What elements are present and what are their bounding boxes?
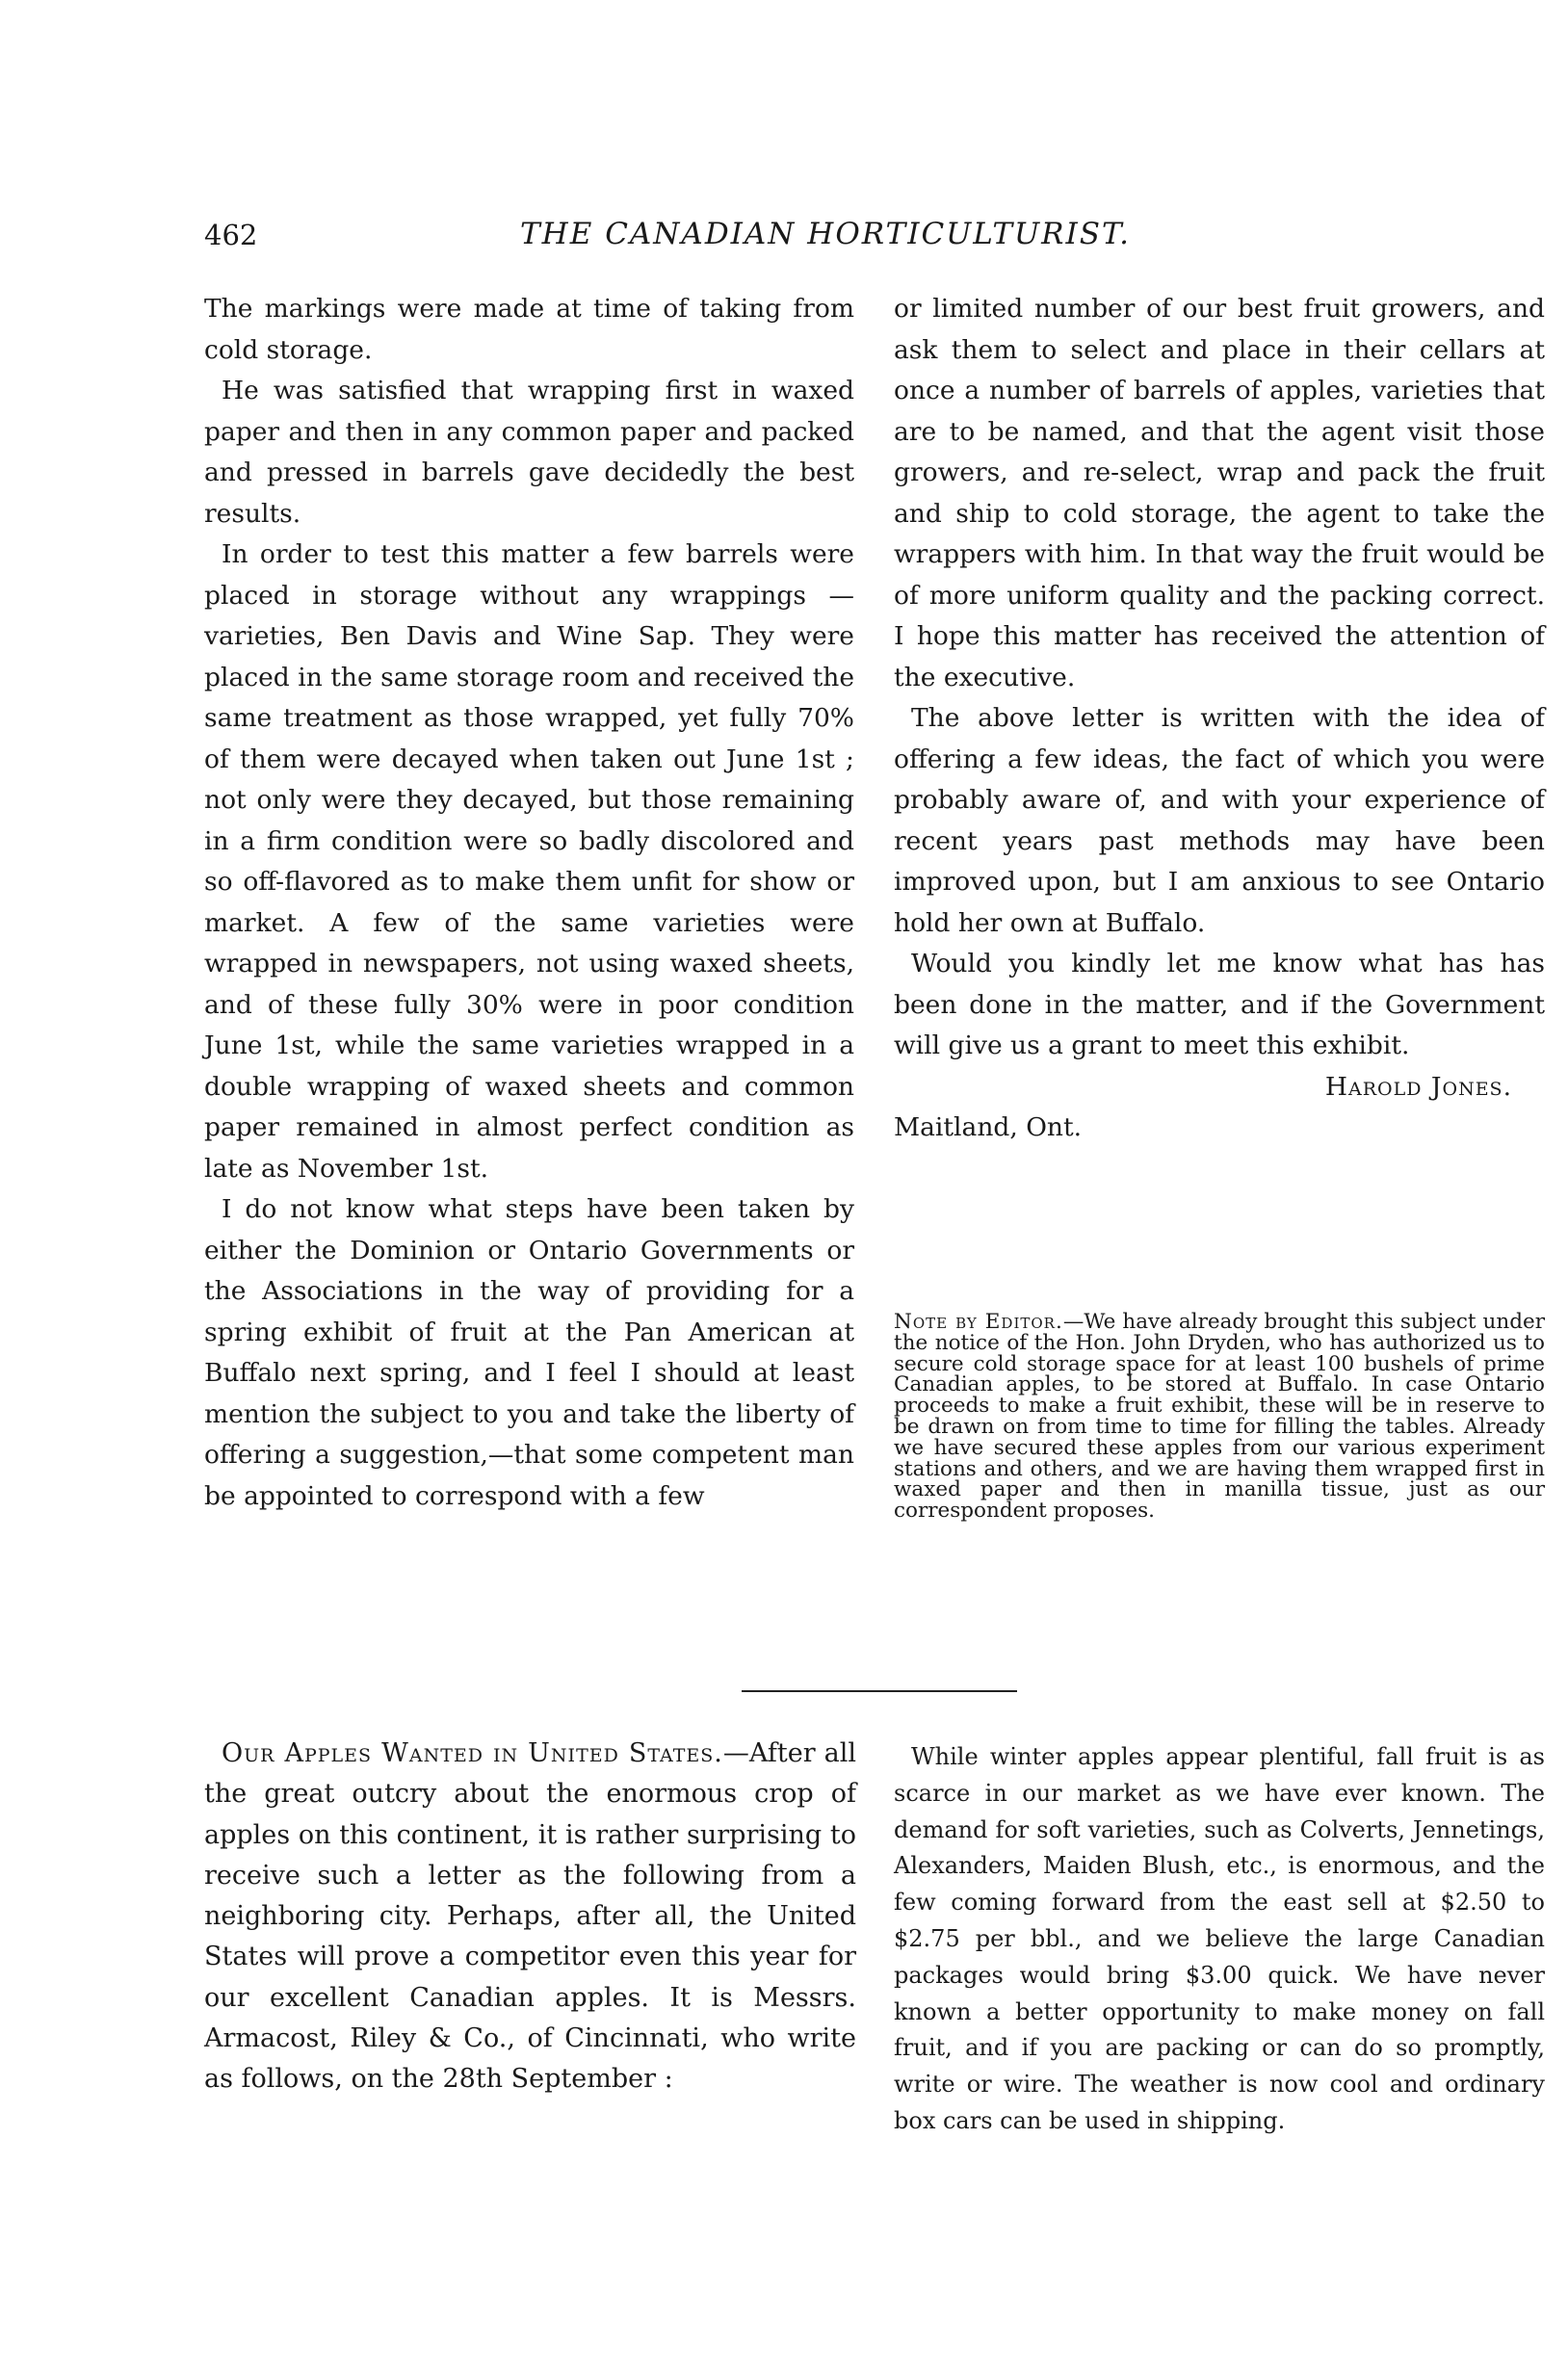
editor-note-lead: Note by Editor. bbox=[894, 1310, 1063, 1334]
paragraph: He was satisfied that wrapping first in waxed paper and then in any common paper and packed and pressed in barrels gave decidedly the best results. bbox=[204, 376, 854, 529]
paragraph: The markings were made at time of taking from cold storage. bbox=[204, 294, 854, 365]
article-apples bbox=[204, 1734, 856, 2100]
column-right bbox=[894, 289, 1545, 1149]
paragraph: I do not know what steps have been taken by either the Dominion or Ontario Governments or the Associations in the way of providing for a spring exhibit of fruit at the Pan American at Buffalo next spring, and I feel I should at least mention the subject to you and take the liberty of offering a suggestion,—that some competent man be appointed to correspond with a few bbox=[204, 1194, 854, 1511]
page-number: 462 bbox=[204, 219, 258, 251]
editor-note bbox=[894, 1312, 1545, 1522]
article-body: —After all the great outcry about the enormous crop of apples on this continent, it is rather surprising to receive such a letter as the following from a neighboring city. Perhaps, after all, the United States will prove a competitor even this year for our excellent Canadian apples. It is Messrs. Armacost, Riley & Co., of Cincinnati, who write as follows, on the 28th September : bbox=[204, 1738, 857, 2095]
paragraph: or limited number of our best fruit growers, and ask them to select and place in their cellars at once a number of barrels of apples, varieties that are to be named, and that the agent visit those growers, and re-select, wrap and pack the fruit and ship to cold storage, the agent to take the wrappers with him. In that way the fruit would be of more uniform quality and the packing correct. I hope this matter has received the attention of the executive. bbox=[894, 294, 1545, 692]
article-heading: Our Apples Wanted in United States. bbox=[222, 1738, 723, 1768]
letter-place: Maitland, Ont. bbox=[894, 1112, 1083, 1142]
quote-body: While winter apples appear plentiful, fall fruit is as scarce in our market as we have ever known. The demand for soft varieties, such as Colverts, Jennetings, Alexanders, Maiden Blush, etc., is enormous, and the few coming forward from the east sell at $2.50 to $2.75 per bbl., and we believe the large Canadian packages would bring $3.00 quick. We have never known a better opportunity to make money on fall fruit, and if you are packing or can do so promptly, write or wire. The weather is now cool and ordinary box cars can be used in shipping. bbox=[894, 1743, 1545, 2134]
running-head: THE CANADIAN HORTICULTURIST. bbox=[520, 217, 1131, 251]
editor-note-body: —We have already brought this subject under the notice of the Hon. John Dryden, who has authorized us to secure cold storage space for at least 100 bushels of prime Canadian apples, to be stored at Buffalo. In case Ontario proceeds to make a fruit exhibit, these will be in reserve to be drawn on from time to time for filling the tables. Already we have secured these apples from our various experiment stations and others, and we are having them wrapped first in waxed paper and then in manilla tissue, just as our correspondent proposes. bbox=[894, 1310, 1545, 1524]
paragraph: Would you kindly let me know what has has been done in the matter, and if the Government will give us a grant to meet this exhibit. bbox=[894, 949, 1545, 1060]
letter-signature: Harold Jones. bbox=[1324, 1071, 1512, 1102]
paragraph: The above letter is written with the idea of offering a few ideas, the fact of which you were probably aware of, and with your experience of recent years past methods may have been improved upon, but I am anxious to see Ontario hold her own at Buffalo. bbox=[894, 703, 1545, 938]
letter-quote bbox=[894, 1739, 1545, 2140]
section-divider bbox=[742, 1690, 1017, 1692]
column-left bbox=[204, 289, 854, 1517]
paragraph: In order to test this matter a few barrels were placed in storage without any wrappings — varieties, Ben Davis and Wine Sap. They were placed in the same storage room and received the same treatment as those wrapped, yet fully 70% of them were decayed when taken out June 1st ; not only were they decayed, but those remaining in a firm condition were so badly discolored and so off-flavored as to make them unfit for show or market. A few of the same varieties were wrapped in newspapers, not using waxed sheets, and of these fully 30% were in poor condition June 1st, while the same varieties wrapped in a double wrapping of waxed sheets and common paper remained in almost perfect condition as late as November 1st. bbox=[204, 539, 854, 1184]
